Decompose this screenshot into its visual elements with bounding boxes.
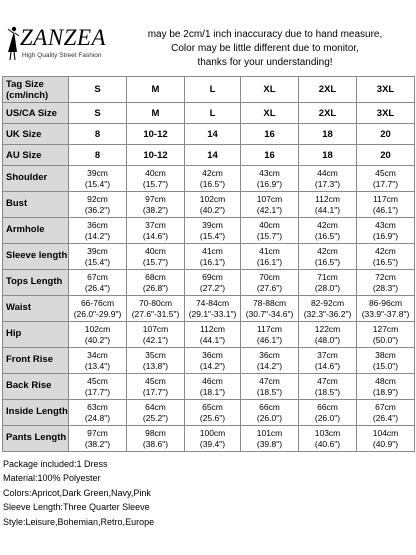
measurement-cell — [299, 166, 357, 192]
measurement-inch: (13.8") — [142, 360, 169, 371]
measurement-inch: (26.4") — [372, 412, 399, 423]
size-cell: 2XL — [299, 77, 357, 103]
measurement-cell — [299, 426, 357, 452]
measurement-cm: 42cm — [317, 220, 338, 230]
measurement-cm: 98cm — [145, 428, 166, 438]
measurement-inch: (48.0") — [314, 334, 341, 345]
measurement-cell — [69, 270, 127, 296]
measurement-cm: 48cm — [375, 376, 396, 386]
measurement-cm: 38cm — [375, 350, 396, 360]
measurement-cm: 86-96cm — [368, 298, 403, 308]
measurement-label: Shoulder — [3, 166, 69, 192]
header — [0, 0, 416, 76]
measurement-cell — [69, 166, 127, 192]
measurement-cell — [357, 426, 415, 452]
tag-size-row — [3, 77, 415, 103]
measurement-cm: 71cm — [317, 272, 338, 282]
size-cell: 20 — [357, 145, 415, 166]
us-size-label: US/CA Size — [3, 103, 69, 124]
measurement-inch: (38.2") — [84, 438, 111, 449]
measurement-cm: 65cm — [202, 402, 223, 412]
measurement-inch: (16.5") — [314, 256, 341, 267]
measurement-row — [3, 322, 415, 348]
measurement-inch: (24.8") — [84, 412, 111, 423]
measurement-cell — [357, 322, 415, 348]
measurement-cell — [299, 192, 357, 218]
measurement-label: Front Rise — [3, 348, 69, 374]
size-cell: XL — [241, 103, 299, 124]
measurement-cm: 42cm — [375, 246, 396, 256]
measurement-cm: 100cm — [199, 428, 226, 438]
measurement-label: Waist — [3, 296, 69, 322]
measurement-cell — [241, 244, 299, 270]
measurement-cell — [299, 400, 357, 426]
measurement-inch: (14.6") — [314, 360, 341, 371]
measurement-cm: 43cm — [259, 168, 280, 178]
measurement-cm: 39cm — [87, 246, 108, 256]
note-line: thanks for your understanding! — [197, 57, 333, 68]
measurement-inch: (16.9") — [372, 230, 399, 241]
measurement-cm: 74-84cm — [195, 298, 230, 308]
size-cell: 16 — [241, 145, 299, 166]
measurement-cell — [185, 218, 241, 244]
size-cell: 14 — [185, 145, 241, 166]
measurement-cell — [185, 166, 241, 192]
size-cell: 3XL — [357, 77, 415, 103]
size-cell: L — [185, 77, 241, 103]
measurement-cm: 45cm — [87, 376, 108, 386]
measurement-cm: 117cm — [257, 324, 282, 334]
measurement-label: Back Rise — [3, 374, 69, 400]
measurement-cm: 70-80cm — [138, 298, 173, 308]
measurement-cell — [185, 192, 241, 218]
size-cell: 14 — [185, 124, 241, 145]
measurement-inch: (40.9") — [372, 438, 399, 449]
measurement-cm: 92cm — [87, 194, 108, 204]
measurement-cm: 66cm — [317, 402, 338, 412]
measurement-cm: 72cm — [375, 272, 396, 282]
measurement-row — [3, 374, 415, 400]
measurement-cell — [357, 192, 415, 218]
measurement-inch: (16.1") — [199, 256, 226, 267]
measurement-inch: (17.3") — [314, 178, 341, 189]
measurement-inch: (16.5") — [314, 230, 341, 241]
measurement-cell — [299, 296, 357, 322]
measurement-cell — [357, 374, 415, 400]
info-colors: Colors:Apricot,Dark Green,Navy,Pink — [3, 487, 151, 498]
measurement-label: Armhole — [3, 218, 69, 244]
size-cell: 18 — [299, 145, 357, 166]
measurement-inch: (14.2") — [256, 360, 283, 371]
measurement-label: Sleeve length — [3, 244, 69, 270]
au-size-row — [3, 145, 415, 166]
measurement-inch: (14.2") — [84, 230, 111, 241]
measurement-cell — [69, 296, 127, 322]
measurement-inch: (26.4") — [84, 282, 111, 293]
measurement-cell — [69, 322, 127, 348]
measurement-inch: (42.1") — [256, 204, 283, 215]
measurement-cm: 70cm — [259, 272, 280, 282]
measurement-inch: (18.1") — [199, 386, 226, 397]
measurement-row — [3, 244, 415, 270]
measurement-cm: 35cm — [145, 350, 166, 360]
measurement-cell — [241, 400, 299, 426]
measurement-row — [3, 400, 415, 426]
measurement-row — [3, 166, 415, 192]
measurement-cell — [299, 374, 357, 400]
measurement-inch: (46.1") — [372, 204, 399, 215]
info-sleeve-length: Sleeve Length:Three Quarter Sleeve — [3, 502, 150, 513]
measurement-cm: 103cm — [314, 428, 341, 438]
measurement-cell — [69, 192, 127, 218]
measurement-inch: (15.7") — [256, 230, 283, 241]
measurement-cell — [241, 218, 299, 244]
measurement-inch: (30.7"-34.6") — [245, 308, 294, 319]
measurement-cm: 107cm — [142, 324, 169, 334]
measurement-label: Bust — [3, 192, 69, 218]
measurement-cm: 69cm — [202, 272, 223, 282]
measurement-inch: (17.7") — [372, 178, 399, 189]
measurement-cell — [69, 244, 127, 270]
measurement-cm: 107cm — [256, 194, 283, 204]
tag-size-label: Tag Size (cm/inch) — [3, 77, 69, 103]
measurement-cell — [357, 166, 415, 192]
measurement-cell — [357, 244, 415, 270]
measurement-cm: 40cm — [145, 246, 166, 256]
measurement-cell — [185, 296, 241, 322]
measurement-row — [3, 270, 415, 296]
measurement-inch: (50.0") — [372, 334, 399, 345]
measurement-cell — [299, 244, 357, 270]
size-cell: 20 — [357, 124, 415, 145]
measurement-cm: 47cm — [259, 376, 280, 386]
measurement-cm: 64cm — [145, 402, 166, 412]
measurement-cm: 43cm — [375, 220, 396, 230]
measurement-cell — [69, 348, 127, 374]
measurement-cell — [357, 218, 415, 244]
measurement-cm: 45cm — [375, 168, 396, 178]
measurement-cell — [185, 348, 241, 374]
measurement-cell — [185, 400, 241, 426]
measurement-cell — [127, 348, 185, 374]
measurement-inch: (15.4") — [84, 178, 111, 189]
measurement-cell — [241, 270, 299, 296]
measurement-cm: 36cm — [202, 350, 223, 360]
measurement-cell — [241, 348, 299, 374]
measurement-cm: 44cm — [317, 168, 338, 178]
measurement-inch: (14.2") — [199, 360, 226, 371]
measurement-cm: 112cm — [200, 324, 225, 334]
measurement-inch: (15.7") — [142, 256, 169, 267]
measurement-cell — [299, 322, 357, 348]
size-cell: S — [69, 103, 127, 124]
measurement-cell — [127, 270, 185, 296]
measurement-cell — [127, 166, 185, 192]
measurement-inch: (16.9") — [256, 178, 283, 189]
info-material: Material:100% Polyester — [3, 473, 101, 484]
measurement-cm: 37cm — [145, 220, 166, 230]
size-cell: 8 — [69, 145, 127, 166]
measurement-cell — [185, 244, 241, 270]
measurement-cm: 78-88cm — [252, 298, 287, 308]
measurement-cm: 36cm — [87, 220, 108, 230]
measurement-cm: 122cm — [314, 324, 341, 334]
measurement-cell — [185, 322, 241, 348]
measurement-cell — [357, 296, 415, 322]
measurement-cell — [127, 192, 185, 218]
measurement-cell — [69, 426, 127, 452]
measurement-inch: (25.6") — [199, 412, 226, 423]
measurement-cell — [241, 296, 299, 322]
product-info — [3, 457, 413, 529]
measurement-cm: 47cm — [317, 376, 338, 386]
measurement-cell — [241, 322, 299, 348]
measurement-inch: (40.2") — [199, 204, 226, 215]
measurement-cell — [357, 400, 415, 426]
measurement-inch: (39.8") — [256, 438, 283, 449]
measurement-cell — [299, 218, 357, 244]
size-cell: L — [185, 103, 241, 124]
measurement-cm: 104cm — [372, 428, 399, 438]
measurement-cm: 117cm — [373, 194, 398, 204]
size-cell: 18 — [299, 124, 357, 145]
measurement-inch: (18.5") — [256, 386, 283, 397]
measurement-cell — [127, 296, 185, 322]
measurement-cm: 39cm — [87, 168, 108, 178]
note-line: may be 2cm/1 inch inaccuracy due to hand measure, — [147, 29, 383, 40]
measurement-inch: (27.2") — [199, 282, 226, 293]
measurement-label: Inside Length — [3, 400, 69, 426]
measurement-label: Pants Length — [3, 426, 69, 452]
measurement-row — [3, 296, 415, 322]
measurement-row — [3, 218, 415, 244]
measurement-cm: 127cm — [372, 324, 399, 334]
measurement-notes — [120, 28, 410, 70]
measurement-cell — [299, 348, 357, 374]
brand-logo — [4, 22, 114, 66]
note-line: Color may be little different due to monitor, — [171, 43, 359, 54]
measurement-cm: 102cm — [199, 194, 226, 204]
us-size-row — [3, 103, 415, 124]
measurement-inch: (18.5") — [314, 386, 341, 397]
size-chart-table — [2, 76, 415, 452]
size-cell: S — [69, 77, 127, 103]
measurement-cell — [241, 426, 299, 452]
measurement-cell — [241, 374, 299, 400]
uk-size-label: UK Size — [3, 124, 69, 145]
measurement-row — [3, 192, 415, 218]
measurement-row — [3, 348, 415, 374]
size-cell: 3XL — [357, 103, 415, 124]
measurement-cm: 40cm — [259, 220, 280, 230]
measurement-cm: 37cm — [317, 350, 338, 360]
measurement-inch: (29.1"-33.1") — [188, 308, 237, 319]
size-cell: 2XL — [299, 103, 357, 124]
logo-tagline: High Quality Street Fashion — [22, 52, 102, 59]
measurement-cm: 97cm — [145, 194, 166, 204]
size-cell: 16 — [241, 124, 299, 145]
measurement-cm: 101cm — [256, 428, 283, 438]
measurement-inch: (40.2") — [84, 334, 111, 345]
measurement-inch: (26.8") — [142, 282, 169, 293]
measurement-inch: (25.2") — [142, 412, 169, 423]
measurement-inch: (46.1") — [256, 334, 283, 345]
measurement-row — [3, 426, 415, 452]
measurement-cell — [127, 426, 185, 452]
measurement-cell — [241, 166, 299, 192]
measurement-cell — [127, 218, 185, 244]
size-cell: 10-12 — [127, 145, 185, 166]
measurement-cm: 97cm — [87, 428, 108, 438]
measurement-inch: (26.0") — [314, 412, 341, 423]
measurement-cm: 63cm — [87, 402, 108, 412]
measurement-cm: 68cm — [145, 272, 166, 282]
measurement-cell — [299, 270, 357, 296]
measurement-cell — [185, 374, 241, 400]
measurement-inch: (28.3") — [372, 282, 399, 293]
measurement-inch: (42.1") — [142, 334, 169, 345]
measurement-inch: (15.0") — [372, 360, 399, 371]
measurement-inch: (28.0") — [314, 282, 341, 293]
size-cell: M — [127, 77, 185, 103]
uk-size-row — [3, 124, 415, 145]
measurement-cell — [127, 244, 185, 270]
measurement-inch: (33.9"-37.8") — [361, 308, 410, 319]
measurement-cm: 34cm — [87, 350, 108, 360]
measurement-cm: 46cm — [202, 376, 223, 386]
measurement-cm: 66-76cm — [80, 298, 115, 308]
info-style: Style:Leisure,Bohemian,Retro,Europe — [3, 516, 155, 527]
au-size-label: AU Size — [3, 145, 69, 166]
measurement-cm: 39cm — [202, 220, 223, 230]
measurement-inch: (26.0"-29.9") — [73, 308, 122, 319]
size-cell: M — [127, 103, 185, 124]
measurement-inch: (38.2") — [142, 204, 169, 215]
measurement-cm: 82-92cm — [310, 298, 345, 308]
measurement-inch: (38.6") — [142, 438, 169, 449]
measurement-cell — [127, 322, 185, 348]
measurement-inch: (39.4") — [199, 438, 226, 449]
measurement-cell — [241, 192, 299, 218]
measurement-inch: (16.5") — [372, 256, 399, 267]
measurement-cm: 102cm — [84, 324, 111, 334]
measurement-cm: 112cm — [315, 194, 340, 204]
measurement-cell — [357, 348, 415, 374]
measurement-cm: 45cm — [145, 376, 166, 386]
measurement-cm: 40cm — [145, 168, 166, 178]
info-package: Package included:1 Dress — [3, 459, 108, 469]
measurement-inch: (15.4") — [199, 230, 226, 241]
measurement-inch: (14.6") — [142, 230, 169, 241]
measurement-inch: (40.6") — [314, 438, 341, 449]
measurement-cell — [185, 270, 241, 296]
measurement-cell — [185, 426, 241, 452]
measurement-inch: (13.4") — [84, 360, 111, 371]
measurement-cm: 67cm — [87, 272, 108, 282]
size-cell: 8 — [69, 124, 127, 145]
logo-text: ZANZEA — [20, 25, 107, 50]
measurement-inch: (16.5") — [199, 178, 226, 189]
measurement-cm: 42cm — [317, 246, 338, 256]
measurement-cell — [69, 218, 127, 244]
measurement-cell — [127, 400, 185, 426]
measurement-inch: (27.6"-31.5") — [131, 308, 180, 319]
measurement-cell — [127, 374, 185, 400]
measurement-cm: 42cm — [202, 168, 223, 178]
measurement-inch: (27.6") — [256, 282, 283, 293]
measurement-cell — [69, 400, 127, 426]
measurement-cm: 66cm — [259, 402, 280, 412]
measurement-inch: (44.1") — [199, 334, 226, 345]
measurement-cm: 67cm — [375, 402, 396, 412]
measurement-cm: 41cm — [259, 246, 280, 256]
measurement-cell — [69, 374, 127, 400]
measurement-inch: (17.7") — [142, 386, 169, 397]
measurement-inch: (15.4") — [84, 256, 111, 267]
fashion-figure-icon — [6, 26, 20, 60]
size-cell: 10-12 — [127, 124, 185, 145]
measurement-inch: (44.1") — [314, 204, 341, 215]
measurement-inch: (15.7") — [142, 178, 169, 189]
measurement-inch: (17.7") — [84, 386, 111, 397]
measurement-inch: (16.1") — [256, 256, 283, 267]
measurement-inch: (36.2") — [84, 204, 111, 215]
measurement-cell — [357, 270, 415, 296]
measurement-cm: 41cm — [202, 246, 223, 256]
measurement-label: Tops Length — [3, 270, 69, 296]
measurement-inch: (26.0") — [256, 412, 283, 423]
measurement-inch: (18.9") — [372, 386, 399, 397]
measurement-label: Hip — [3, 322, 69, 348]
measurement-cm: 36cm — [259, 350, 280, 360]
size-cell: XL — [241, 77, 299, 103]
measurement-inch: (32.3"-36.2") — [303, 308, 352, 319]
